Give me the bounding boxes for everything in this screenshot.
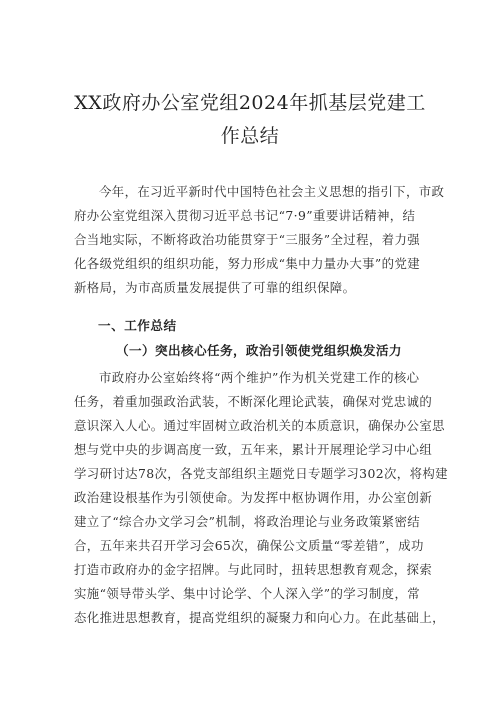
- text-line: 化各级党组织的组织功能，努力形成“集中力量办大事”的党建: [74, 256, 421, 271]
- text-line: 意识深入人心。通过牢固树立政治机关的本质意识，确保办公室思: [74, 418, 445, 433]
- text-line: 合当地实际，不断将政治功能贯穿于“三服务”全过程，着力强: [74, 232, 421, 247]
- text-line: 想与党中央的步调高度一致，五年来，累计开展理论学习中心组: [74, 442, 433, 457]
- document-title-line-1: XX政府办公室党组2024年抓基层党建工: [74, 92, 426, 114]
- text-line: 建立了“综合办文学习会”机制，将政治理论与业务政策紧密结: [74, 514, 421, 529]
- body-paragraph: [74, 366, 448, 630]
- text-line: 学习研讨达78次，各党支部组织主题党日专题学习302次，将构建: [74, 466, 448, 481]
- text-line: 新格局，为市高质量发展提供了可靠的组织保障。: [74, 280, 356, 295]
- subsection-heading: （一）突出核心任务，政治引领使党组织焕发活力: [116, 343, 402, 358]
- document-title-line-2: 作总结: [220, 125, 280, 147]
- text-line: 态化推进思想教育，提高党组织的凝聚力和向心力。在此基础上，: [74, 610, 445, 625]
- text-line: 府办公室党组深入贯彻习近平总书记“7·9”重要讲话精神，结: [74, 208, 416, 223]
- section-heading: 一、工作总结: [98, 318, 177, 333]
- text-line: 市政府办公室始终将“两个维护”作为机关党建工作的核心: [99, 370, 420, 385]
- text-line: 今年，在习近平新时代中国特色社会主义思想的指引下，市政: [99, 184, 445, 199]
- text-line: 实施“领导带头学、集中讨论学、个人深入学”的学习制度，常: [74, 586, 421, 601]
- text-line: 打造市政府办的金字招牌。与此同时，扭转思想教育观念，探索: [74, 562, 433, 577]
- text-line: 政治建设根基作为引领使命。为发挥中枢协调作用，办公室创新: [74, 490, 433, 505]
- intro-paragraph: [74, 180, 445, 300]
- text-line: 任务，着重加强政治武装，不断深化理论武装，确保对党忠诚的: [74, 394, 433, 409]
- text-line: 合，五年来共召开学习会65次，确保公文质量“零差错”，成功: [74, 538, 424, 553]
